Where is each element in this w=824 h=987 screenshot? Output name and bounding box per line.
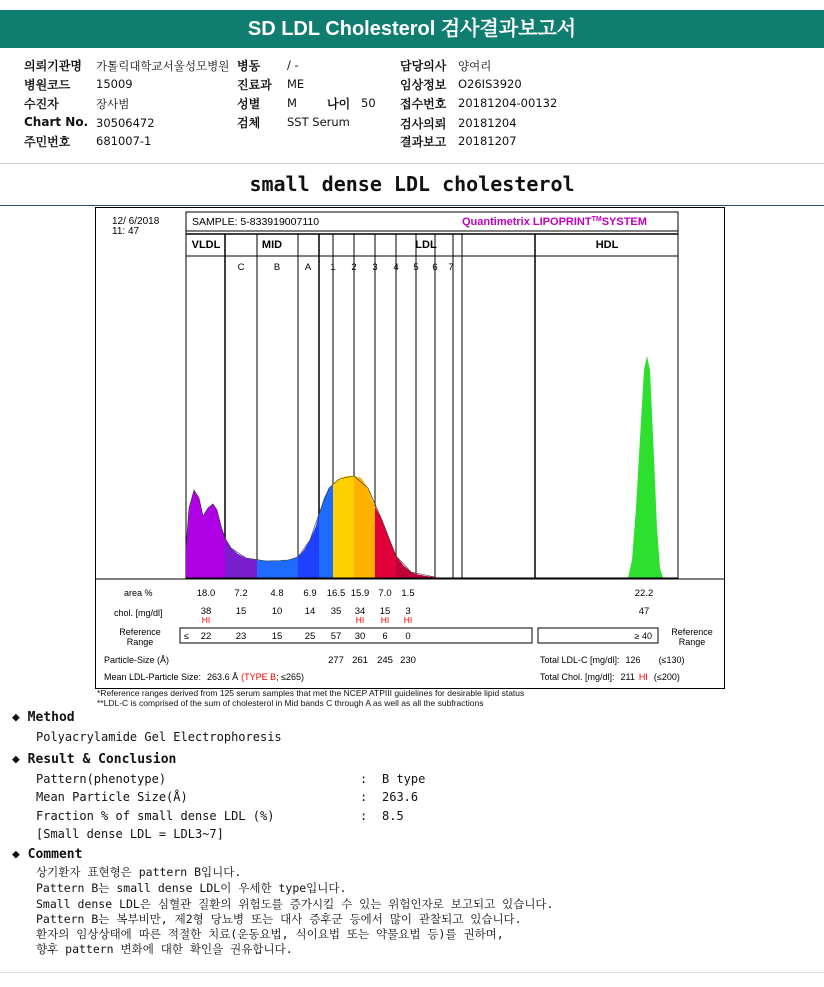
- comment-heading: ◆ Comment: [12, 847, 83, 862]
- receipt-value: 20181204-00132: [458, 96, 558, 110]
- comment-line: Pattern B는 복부비만, 제2형 당뇨병 또는 대사 증후군 등에서 많이 관찰되고 있습니다.: [36, 912, 522, 926]
- hospital-label: 의뢰기관명: [24, 59, 82, 73]
- ref-value: 15: [271, 631, 283, 642]
- trace-segment: [416, 574, 435, 578]
- total-ldl: Total LDL-C [mg/dl]: 126 (≤130): [540, 655, 685, 665]
- particle-size-value: 277: [328, 655, 344, 666]
- electrophoresis-trace: [186, 356, 678, 578]
- area-value: 7.2: [234, 588, 248, 599]
- chol-value: 47: [638, 606, 650, 617]
- dept-label: 진료과: [237, 78, 272, 92]
- group-label: MID: [261, 239, 283, 251]
- result-size-value: 263.6: [382, 790, 419, 804]
- report-label: 결과보고: [400, 135, 447, 149]
- doctor-label: 담당의사: [400, 59, 447, 73]
- band-label: 1: [330, 262, 336, 273]
- trace-segment: [628, 356, 663, 578]
- lipoprint-chart: [95, 207, 725, 689]
- result-pattern-value: B type: [382, 772, 426, 786]
- method-text: Polyacrylamide Gel Electrophoresis: [36, 730, 282, 744]
- band-labels: [238, 262, 454, 273]
- ref-value: 22: [200, 631, 212, 642]
- report-title: SD LDL Cholesterol 검사결과보고서: [0, 10, 824, 48]
- clinical-label: 임상정보: [400, 78, 447, 92]
- trace-segment: [225, 538, 257, 578]
- trace-segment: [186, 490, 225, 578]
- ref-row-label-1: Reference: [119, 627, 161, 637]
- chol-value: 34: [354, 606, 366, 617]
- trace-segment: [319, 484, 333, 578]
- sex-label: 성별: [237, 97, 261, 111]
- ref-value: 6: [382, 631, 388, 642]
- area-value: 18.0: [196, 588, 216, 599]
- diamond-icon: ◆: [12, 752, 20, 767]
- plot-area: [186, 231, 678, 579]
- colon: :: [360, 772, 368, 786]
- patient-label: 수진자: [24, 97, 59, 111]
- ref-value: 0: [405, 631, 411, 642]
- chart-date: 12/ 6/2018: [112, 216, 160, 227]
- result-fraction-value: 8.5: [382, 809, 404, 823]
- trace-segment: [257, 557, 298, 578]
- ref-right-label-2: Range: [678, 637, 706, 647]
- area-value: 22.2: [634, 588, 654, 599]
- band-label: 7: [448, 262, 454, 273]
- area-value: 16.5: [326, 588, 346, 599]
- group-labels: [186, 239, 678, 256]
- hi-flag: HI: [355, 615, 365, 625]
- trace-segment: [333, 476, 354, 578]
- result-pattern-label: Pattern(phenotype): [36, 772, 167, 786]
- divider: [0, 972, 824, 973]
- divider: [0, 205, 824, 206]
- age-value: 50: [361, 96, 376, 110]
- area-row-label: area %: [124, 588, 153, 598]
- trace-segment: [375, 506, 396, 578]
- hospital-value: 가톨릭대학교서울성모병원: [96, 59, 230, 73]
- ref-prefix: ≤: [184, 631, 189, 641]
- specimen-value: SST Serum: [287, 115, 350, 129]
- receipt-label: 접수번호: [400, 97, 447, 111]
- ref-right-label-1: Reference: [671, 627, 713, 637]
- ref-value: 30: [354, 631, 366, 642]
- specimen-label: 검체: [237, 116, 261, 130]
- sample-id: SAMPLE: 5-833919007110: [192, 216, 320, 228]
- method-heading: ◆ Method: [12, 710, 75, 725]
- ward-label: 병동: [237, 59, 261, 73]
- band-label: 2: [351, 262, 357, 273]
- area-value: 15.9: [350, 588, 370, 599]
- hi-flag: HI: [403, 615, 413, 625]
- area-value: 7.0: [378, 588, 392, 599]
- chol-value: 15: [235, 606, 247, 617]
- footnote-2: **LDL-C is comprised of the sum of cholesterol in Mid bands C through A as well as all the subfractions: [97, 698, 484, 708]
- chart-no-label: Chart No.: [24, 115, 89, 129]
- band-label: 3: [372, 262, 378, 273]
- code-label: 병원코드: [24, 78, 71, 92]
- brand-name: Quantimetrix LIPOPRINT™SYSTEM: [462, 216, 647, 228]
- band-label: B: [273, 262, 281, 273]
- chart-no-value: 30506472: [96, 116, 155, 130]
- chol-value: 3: [405, 606, 411, 617]
- ref-row-label-2: Range: [126, 637, 154, 647]
- trace-segment: [354, 476, 375, 578]
- lipoprint-chart-svg: [96, 208, 724, 688]
- ref-value: 25: [304, 631, 316, 642]
- band-label: A: [304, 262, 312, 273]
- chart-time: 11: 47: [112, 226, 140, 237]
- patient-value: 장사범: [96, 97, 130, 111]
- chol-value: 35: [330, 606, 342, 617]
- chol-value: 38: [200, 606, 212, 617]
- comment-line: 상기환자 표현형은 pattern B입니다.: [36, 865, 242, 879]
- group-label: VLDL: [191, 239, 221, 251]
- group-label: HDL: [595, 239, 619, 251]
- hi-flag: HI: [201, 615, 211, 625]
- diamond-icon: ◆: [12, 847, 20, 862]
- ward-value: / -: [287, 58, 299, 72]
- area-value: 4.8: [270, 588, 284, 599]
- dept-value: ME: [287, 77, 305, 91]
- result-heading: ◆ Result & Conclusion: [12, 752, 177, 767]
- result-fraction-label: Fraction % of small dense LDL (%): [36, 809, 275, 823]
- chol-row-label: chol. [mg/dl]: [114, 608, 163, 618]
- sex-value: M: [287, 96, 297, 110]
- section-title: small dense LDL cholesterol: [249, 172, 575, 196]
- area-value: 6.9: [303, 588, 317, 599]
- doctor-value: 양여리: [458, 59, 492, 73]
- mean-size-label: Mean LDL-Particle Size: 263.6 Å (TYPE B; ≤265): [104, 672, 305, 682]
- colon: :: [360, 809, 368, 823]
- colon: :: [360, 790, 368, 804]
- particle-size-value: 230: [400, 655, 416, 666]
- comment-line: 향후 pattern 변화에 대한 확인을 권유합니다.: [36, 942, 293, 956]
- code-value: 15009: [96, 77, 133, 91]
- particle-size-label: Particle-Size (Å): [104, 655, 170, 665]
- hdl-ref-value: ≥ 40: [634, 631, 652, 641]
- result-size-label: Mean Particle Size(Å): [36, 790, 188, 804]
- request-value: 20181204: [458, 116, 517, 130]
- clinical-value: O26IS3920: [458, 77, 522, 91]
- band-label: 4: [393, 262, 399, 273]
- band-label: C: [237, 262, 245, 273]
- particle-size-value: 245: [377, 655, 393, 666]
- chol-value: 15: [379, 606, 391, 617]
- diamond-icon: ◆: [12, 710, 20, 725]
- chol-value: 14: [304, 606, 316, 617]
- chol-value: 10: [271, 606, 283, 617]
- group-label: LDL: [415, 239, 437, 251]
- comment-line: 환자의 임상상태에 따른 적절한 치료(운동요법, 식이요법 또는 약물요법 등)를 권하며,: [36, 927, 504, 941]
- area-value: 1.5: [401, 588, 415, 599]
- total-chol: Total Chol. [mg/dl]: 211 HI (≤200): [540, 672, 680, 682]
- comment-line: Small dense LDL은 심혈관 질환의 위험도를 증가시킬 수 있는 위험인자로 보고되고 있습니다.: [36, 897, 554, 911]
- request-label: 검사의뢰: [400, 117, 447, 131]
- ref-value: 57: [330, 631, 342, 642]
- particle-size-value: 261: [352, 655, 368, 666]
- hi-flag: HI: [380, 615, 390, 625]
- band-label: 5: [413, 262, 419, 273]
- band-label: 6: [432, 262, 438, 273]
- rrn-value: 681007-1: [96, 134, 152, 148]
- ref-value: 23: [235, 631, 247, 642]
- age-label: 나이: [327, 97, 351, 111]
- result-note: [Small dense LDL = LDL3~7]: [36, 827, 224, 841]
- divider: [0, 163, 824, 164]
- report-value: 20181207: [458, 134, 517, 148]
- comment-line: Pattern B는 small dense LDL이 우세한 type입니다.: [36, 881, 347, 895]
- rrn-label: 주민번호: [24, 135, 71, 149]
- footnote-1: *Reference ranges derived from 125 serum samples that met the NCEP ATPIII guidelines for desirable lipid status: [97, 688, 525, 698]
